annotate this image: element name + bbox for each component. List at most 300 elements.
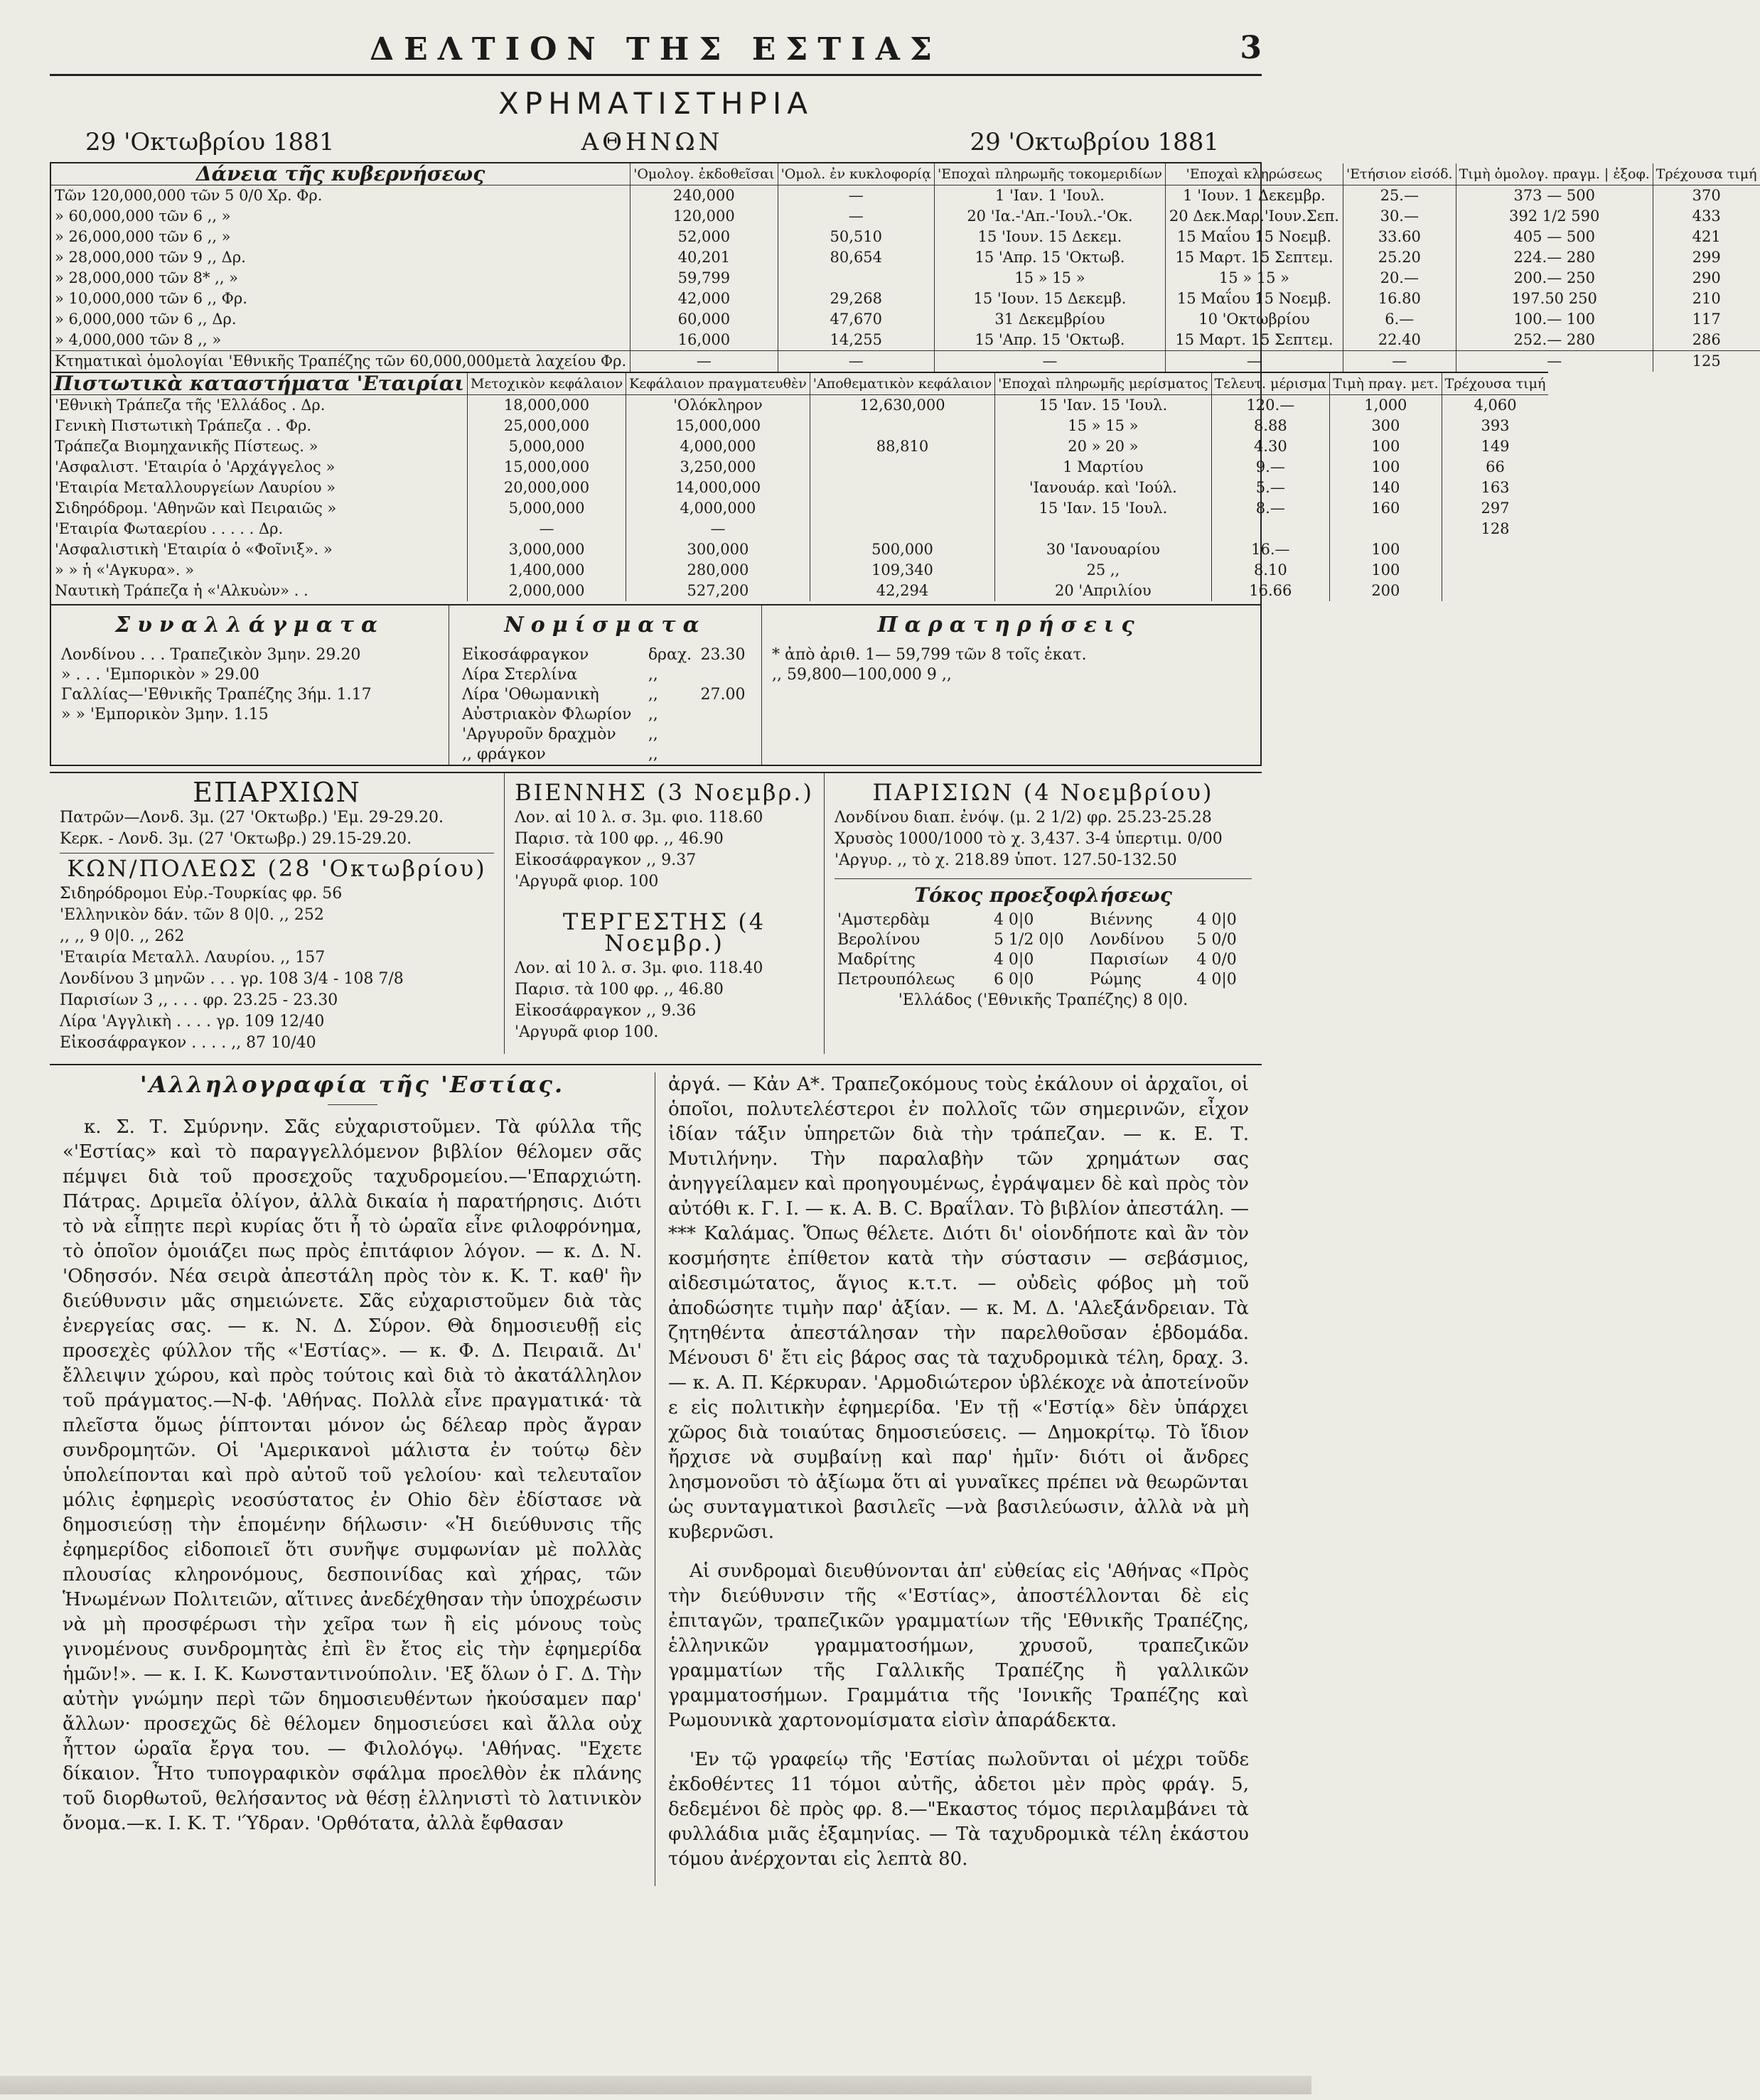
paris-column (825, 773, 1262, 1054)
company-value-cell (1442, 539, 1548, 560)
stock-tables (50, 162, 1757, 766)
date-right: 29 'Οκτωβρίου 1881 (970, 128, 1219, 156)
coins-heading: Νομίσματα (504, 613, 707, 637)
company-name-cell: 'Εταιρία Φωταερίου . . . . . Δρ. (55, 520, 284, 537)
loan-name-cell: » 6,000,000 τῶν 6 ,, Δρ. (55, 311, 237, 328)
company-row (51, 436, 1548, 457)
company-value-cell: 16.— (1211, 539, 1330, 560)
companies-col-header: Τελευτ. μέρισμα (1211, 372, 1330, 395)
company-row (51, 457, 1548, 478)
loan-value-cell: 31 Δεκεμβρίου (935, 309, 1166, 330)
loan-value-cell: 224.— 280 (1456, 247, 1653, 268)
loans-col-header: 'Εποχαὶ πληρωμῆς τοκομεριδίων (935, 163, 1166, 185)
coin-row (459, 665, 751, 685)
companies-col-header: 'Αποθεματικὸν κεφάλαιον (810, 372, 994, 395)
correspondence-heading: 'Αλληλογραφία τῆς 'Εστίας. (139, 1071, 565, 1098)
loan-value-cell: 197.50 250 (1456, 289, 1653, 309)
company-value-cell (810, 519, 994, 539)
loan-value-cell: 125 (1653, 351, 1759, 372)
company-value-cell: 20 'Απριλίου (995, 581, 1211, 601)
company-row (51, 498, 1548, 519)
loan-value-cell: 405 — 500 (1456, 227, 1653, 247)
company-value-cell: 15,000,000 (626, 416, 810, 436)
loans-col-header: 'Εποχαὶ κληρώσεως (1165, 163, 1343, 185)
company-row (51, 395, 1548, 416)
loan-value-cell: 50,510 (778, 227, 934, 247)
coin-row-cell: ,, (648, 686, 658, 704)
loan-value-cell: 240,000 (631, 185, 778, 207)
loan-value-cell: 20 Δεκ.Μαρ.'Ιουν.Σεπ. (1165, 206, 1343, 227)
loan-value-cell: 10 'Οκτωβρίου (1165, 309, 1343, 330)
trieste-rate-line: Λον. αἱ 10 λ. σ. 3μ. φιο. 118.40 (515, 959, 763, 977)
coin-row-cell: 'Αργυροῦν δραχμὸν (462, 726, 616, 743)
company-value-cell: 88,810 (810, 436, 994, 457)
company-value-cell: 4,060 (1442, 395, 1548, 416)
company-value-cell: 25,000,000 (467, 416, 626, 436)
discount-row-cell: 5 1/2 0|0 (993, 931, 1064, 949)
loans-col-header: 'Ετήσιον εἰσόδ. (1343, 163, 1456, 185)
loans-table (51, 163, 1760, 372)
company-value-cell: 2,000,000 (467, 581, 626, 601)
heading-rule (328, 1104, 377, 1105)
exchange-rate-line: Γαλλίας—'Εθνικῆς Τραπέζης 3ήμ. 1.17 (61, 686, 372, 704)
coin-row-cell (698, 745, 751, 765)
loans-col-header: 'Ομολ. ἐν κυκλοφορίᾳ (778, 163, 934, 185)
company-value-cell (810, 457, 994, 478)
discount-row-cell: 4 0|0 (993, 951, 1034, 969)
loan-value-cell: 47,670 (778, 309, 934, 330)
loan-value-cell: 14,255 (778, 330, 934, 351)
correspondence-right (655, 1072, 1262, 1886)
loan-value-cell: — (935, 351, 1166, 372)
coin-row-cell: Εἰκοσάφραγκον (462, 646, 589, 664)
discount-row-cell: 4 0|0 (1196, 911, 1237, 929)
company-value-cell: — (626, 519, 810, 539)
company-value-cell: 1,400,000 (467, 560, 626, 581)
loan-row (51, 206, 1760, 227)
companies-col-header: Τρέχουσα τιμή (1442, 372, 1548, 395)
loan-value-cell: 15 'Απρ. 15 'Οκτωβ. (935, 247, 1166, 268)
loan-value-cell: 15 » 15 » (935, 268, 1166, 289)
company-value-cell: 12,630,000 (810, 395, 994, 416)
loan-row (51, 185, 1760, 207)
newspaper-title: ΔΕΛΤΙΟΝ ΤΗΣ ΕΣΤΙΑΣ (370, 31, 942, 68)
province-rate-line: Κερκ. - Λονδ. 3μ. (27 'Οκτωβρ.) 29.15-29.20. (60, 830, 412, 848)
loan-value-cell: 20 'Ια.-'Απ.-'Ιουλ.-'Οκ. (935, 206, 1166, 227)
loan-value-cell: 433 (1653, 206, 1759, 227)
loan-value-cell: 25.20 (1343, 247, 1456, 268)
loan-value-cell: — (778, 351, 934, 372)
section-title: ΧΡΗΜΑΤΙΣΤΗΡΙΑ (498, 86, 813, 121)
company-value-cell: 149 (1442, 436, 1548, 457)
provinces-column (50, 773, 505, 1054)
company-value-cell: 5,000,000 (467, 436, 626, 457)
company-name-cell: 'Εταιρία Μεταλλουργείων Λαυρίου » (55, 479, 336, 496)
constantinople-rate-line: 'Ελληνικὸν δάν. τῶν 8 0|0. ,, 252 (60, 906, 324, 924)
loan-value-cell: 15 'Απρ. 15 'Οκτωβ. (935, 330, 1166, 351)
company-value-cell: 4,000,000 (626, 498, 810, 519)
coin-row-cell (698, 705, 751, 725)
date-left: 29 'Οκτωβρίου 1881 (85, 128, 335, 156)
loan-value-cell: 210 (1653, 289, 1759, 309)
companies-table (51, 372, 1548, 601)
loan-value-cell: 1 'Ιουν. 1 Δεκεμβρ. (1165, 185, 1343, 207)
constantinople-rate-line: ,, ,, 9 0|0. ,, 262 (60, 927, 185, 945)
page-number: 3 (1240, 30, 1262, 66)
coin-row (459, 685, 751, 705)
company-name-cell: Γενικὴ Πιστωτικὴ Τράπεζα . . Φρ. (55, 417, 312, 434)
discount-row (835, 910, 1252, 930)
discount-row-cell: Παρισίων (1090, 951, 1169, 969)
coin-row-cell: Λίρα 'Οθωμανικὴ (462, 686, 599, 704)
company-row (51, 478, 1548, 498)
loan-row (51, 289, 1760, 309)
province-rate-line: Πατρῶν—Λονδ. 3μ. (27 'Οκτωβρ.) 'Εμ. 29-29.20. (60, 809, 444, 826)
company-value-cell (995, 519, 1211, 539)
loan-value-cell: 80,654 (778, 247, 934, 268)
loan-name-cell: » 4,000,000 τῶν 8 ,, » (55, 331, 222, 348)
loan-value-cell: 60,000 (631, 309, 778, 330)
companies-heading: Πιστωτικὰ καταστήματα 'Εταιρίαι (51, 372, 467, 395)
trieste-rate-line: Εἰκοσάφραγκον ,, 9.36 (515, 1002, 697, 1020)
subscription-paragraph: Αἱ συνδρομαὶ διευθύνονται ἀπ' εὐθείας εἰς 'Αθήνας «Πρὸς τὴν διεύθυνσιν τῆς «'Εστίας», ἀποστέλλονται δὲ εἰς ἐπιταγῶν, τραπεζικῶν γραμματίων τῆς 'Εθνικῆς Τραπέζης, ἑλληνικῶν γραμματοσήμων, χρυσοῦ, τραπεζικῶν γραμματίων τῆς Γαλλικῆς Τραπέζης ἢ γαλλικῶν γραμματοσήμων. Γραμμάτια τῆς 'Ιονικῆς Τραπέζης καὶ Ρωμουνικὰ χαρτονομίσματα εἰσὶν ἀπαράδεκτα. (668, 1561, 1249, 1731)
correspondence-left (50, 1072, 655, 1886)
company-value-cell (1211, 519, 1330, 539)
company-value-cell: 5.— (1211, 478, 1330, 498)
loan-value-cell: 15 'Ιουν. 15 Δεκεμ. (935, 227, 1166, 247)
loan-row (51, 268, 1760, 289)
exchanges-heading: Συναλλάγματα (114, 613, 385, 637)
correspondence-section (50, 1064, 1262, 1886)
coin-row-cell: Λίρα Στερλίνα (462, 666, 578, 684)
company-value-cell: 280,000 (626, 560, 810, 581)
coin-row-cell (698, 665, 751, 685)
discount-row (835, 970, 1252, 990)
provinces-heading: ΕΠΑΡΧΙΩΝ (193, 777, 361, 808)
page-footer-strip (0, 2076, 1311, 2094)
loans-col-header: 'Ομολογ. ἐκδοθεῖσαι (631, 163, 778, 185)
exchange-rate-line: » . . . 'Εμπορικὸν » 29.00 (61, 666, 259, 684)
loan-value-cell: 392 1/2 590 (1456, 206, 1653, 227)
vienna-list (515, 807, 814, 893)
company-value-cell: 8.88 (1211, 416, 1330, 436)
loan-value-cell: 299 (1653, 247, 1759, 268)
company-value-cell: 100 (1330, 539, 1442, 560)
coin-row-cell: Αὐστριακὸν Φλωρίον (462, 706, 632, 723)
company-value-cell: 66 (1442, 457, 1548, 478)
company-value-cell: 'Ιανουάρ. καὶ 'Ιούλ. (995, 478, 1211, 498)
notes-column (762, 605, 1257, 765)
company-value-cell: 393 (1442, 416, 1548, 436)
city-heading: ΑΘΗΝΩΝ (581, 128, 724, 156)
company-value-cell: 100 (1330, 457, 1442, 478)
company-name-cell: Ναυτικὴ Τράπεζα ἡ «'Αλκυὼν» . . (55, 582, 308, 599)
loan-value-cell: — (631, 351, 778, 372)
coin-row-cell: ,, φράγκον (462, 745, 546, 763)
masthead (50, 24, 1262, 76)
note-line: * ἀπὸ ἀριθ. 1— 59,799 τῶν 8 τοῖς ἑκατ. (772, 646, 1087, 664)
constantinople-rate-line: Σιδηρόδρομοι Εὐρ.-Τουρκίας φρ. 56 (60, 885, 343, 903)
loan-value-cell: 373 — 500 (1456, 185, 1653, 207)
loan-name-cell: » 28,000,000 τῶν 9 ,, Δρ. (55, 249, 246, 266)
company-row (51, 539, 1548, 560)
discount-row-cell: 4 0/0 (1196, 951, 1237, 969)
note-line: ,, 59,800—100,000 9 ,, (772, 666, 952, 684)
exchange-coins-notes (51, 604, 1260, 765)
coin-row (459, 745, 751, 765)
coin-row-cell: ,, (648, 706, 658, 723)
loans-col-header: Τιμὴ ὁμολογ. πραγμ. | ἐξοφ. (1456, 163, 1653, 185)
loan-row (51, 330, 1760, 351)
loan-value-cell: 15 » 15 » (1165, 268, 1343, 289)
constantinople-list (60, 883, 494, 1054)
discount-row-cell: Λονδίνου (1090, 931, 1164, 949)
loan-value-cell: 16.80 (1343, 289, 1456, 309)
company-value-cell (810, 498, 994, 519)
trieste-heading: ΤΕΡΓΕΣΤΗΣ (4 Νοεμβρ.) (562, 908, 766, 957)
loan-name-cell: » 60,000,000 τῶν 6 ,, » (55, 208, 231, 225)
loan-value-cell: 15 Μαρτ. 15 Σεπτεμ. (1165, 247, 1343, 268)
company-value-cell: 4,000,000 (626, 436, 810, 457)
company-row (51, 560, 1548, 581)
vienna-heading: ΒΙΕΝΝΗΣ (3 Νοεμβρ.) (515, 779, 814, 806)
discount-row (835, 930, 1252, 950)
coin-row-cell: ,, (648, 745, 658, 763)
company-value-cell: 16.66 (1211, 581, 1330, 601)
loans-rows (51, 185, 1760, 372)
company-value-cell: 8.— (1211, 498, 1330, 519)
loan-value-cell: 22.40 (1343, 330, 1456, 351)
discount-table (835, 910, 1252, 990)
exchange-rate-line: Λονδίνου . . . Τραπεζικὸν 3μην. 29.20 (61, 646, 361, 664)
coin-row-cell: ,, (648, 726, 658, 743)
company-value-cell: 163 (1442, 478, 1548, 498)
coins-table (459, 645, 751, 765)
company-value-cell: 3,000,000 (467, 539, 626, 560)
loans-col-header: Τρέχουσα τιμή (1653, 163, 1759, 185)
company-value-cell: 200 (1330, 581, 1442, 601)
loan-value-cell: — (778, 185, 934, 207)
discount-row-cell: Ρώμης (1090, 971, 1142, 989)
loan-value-cell: 59,799 (631, 268, 778, 289)
company-value-cell: 20 » 20 » (995, 436, 1211, 457)
paris-rate-line: Χρυσὸς 1000/1000 τὸ χ. 3,437. 3-4 ὑπερτιμ. 0/00 (835, 830, 1223, 848)
discount-heading: Τόκος προεξοφλήσεως (835, 878, 1252, 906)
loan-value-cell: — (1456, 351, 1653, 372)
loan-value-cell: 40,201 (631, 247, 778, 268)
correspondence-paragraph: κ. Σ. Τ. Σμύρνην. Σᾶς εὐχαριστοῦμεν. Τὰ φύλλα τῆς «'Εστίας» καὶ τὸ παραγγελλόμενον βιβλίον θέλομεν σᾶς πέμψει διὰ τοῦ προσεχοῦς ταχυδρομείου.—'Επαρχιώτη. Πάτρας. Δριμεῖα ὀλίγον, ἀλλὰ δικαία ἡ παρατήρησις. Διότι τὸ νὰ εἶπῃτε περὶ κυρίας ὅτι ἦ τὸ ὡραῖα εἶνε φιλοφρόνημα, τὸ ὁποῖον ὁμοιάζει πως πρὸς ἐπιτάφιον λόγον. — κ. Δ. Ν. 'Οδησσόν. Νέα σειρὰ ἀπεστάλη πρὸς τὸν κ. Κ. Τ. καθ' ἣν διεύθυνσιν μᾶς σημειώνετε. Σᾶς εὐχαριστοῦμεν διὰ τὰς ἐνεργείας σας. — κ. Ν. Δ. Σύρον. Θὰ δημοσιευθῇ εἰς προσεχὲς φύλλον τῆς «'Εστίας». — κ. Φ. Δ. Πειραιᾶ. Δι' ἔλλειψιν χώρου, καὶ πρὸς τούτοις καὶ διὰ τὸ ἀκατάλληλον τοῦ πράγματος.—Ν-ϕ. 'Αθήνας. Πολλὰ εἶνε πραγματικά· τὰ πλεῖστα ὅμως ῥίπτονται μόνον ὡς δέλεαρ πρὸς ἄγραν συνδρομητῶν. Οἱ 'Αμερικανοὶ μάλιστα ἐν τούτῳ δὲν ὑπολείπονται καὶ πρὸ αὐτοῦ τοῦ γελοίου· καὶ τελευταῖον μόλις ἐφημερὶς νεοσύστατος ἐν Ohio δὲν ἐδίστασε νὰ δημοσιεύσῃ τὴν ἑπομένην δήλωσιν· «Ἡ διεύθυνσις τῆς ἐφημερίδος εἰδοποιεῖ ὅτι συνῆψε συμφωνίαν μὲ πολλὰς πλουσίας κληρονόμους, δεσποινίδας καὶ χήρας, τῶν Ἡνωμένων Πολιτειῶν, αἵτινες ἀνεδέχθησαν τὴν ὑποχρέωσιν νὰ μὴ προσφέρωσι τὴν χεῖρα των ἢ εἰς μόνους τοὺς γινομένους συνδρομητὰς ἐπὶ ἓν ἔτος εἰς τὴν ἐφημερίδα ἡμῶν!». — κ. Ι. Κ. Κωνσταντινούπολιν. 'Εξ ὅλων ὁ Γ. Δ. Τὴν αὐτὴν γνώμην περὶ τῶν δημοσιευθέντων ἠκούσαμεν παρ' ἄλλων· προσεχῶς δὲ θέλομεν δημοσιεύσει καὶ ἄλλα οὐχ ἧττον ὡραῖα ἔργα του. — Φιλολόγῳ. 'Αθήνας. "Εχετε δίκαιον. Ἦτο τυπογραφικὸν σφάλμα προελθὸν ἐκ πλάνης τοῦ διορθωτοῦ, θελήσαντος νὰ θέσῃ ἑλληνιστὶ τὸ λατινικὸν ὄνομα.—κ. Ι. Κ. Τ. 'Ύδραν. 'Ορθότατα, ἀλλὰ ἔφθασαν (63, 1116, 642, 1834)
company-value-cell: 15,000,000 (467, 457, 626, 478)
coin-row (459, 645, 751, 665)
loan-value-cell: — (778, 206, 934, 227)
coin-row-cell: δραχ. (648, 646, 692, 664)
company-value-cell: 25 ,, (995, 560, 1211, 581)
discount-row-cell: Βιέννης (1090, 911, 1153, 929)
loan-row (51, 227, 1760, 247)
company-value-cell: 14,000,000 (626, 478, 810, 498)
company-value-cell: 527,200 (626, 581, 810, 601)
company-value-cell: 15 'Ιαν. 15 'Ιουλ. (995, 498, 1211, 519)
loan-value-cell (778, 268, 934, 289)
trieste-rate-line: 'Αργυρᾶ φιορ 100. (515, 1023, 659, 1041)
coin-row-cell: ,, (648, 666, 658, 684)
company-value-cell: 18,000,000 (467, 395, 626, 416)
company-value-cell (810, 478, 994, 498)
loan-value-cell: 120,000 (631, 206, 778, 227)
coin-row-cell: 27.00 (700, 686, 746, 704)
company-name-cell: 'Ασφαλιστικὴ 'Εταιρία ὁ «Φοῖνιξ». » (55, 541, 333, 558)
loan-value-cell: 15 Μαρτ. 15 Σεπτεμ. (1165, 330, 1343, 351)
loan-name-cell: » 26,000,000 τῶν 6 ,, » (55, 228, 231, 245)
loan-value-cell: 1 'Ιαν. 1 'Ιουλ. (935, 185, 1166, 207)
company-value-cell: 109,340 (810, 560, 994, 581)
discount-row-cell: 4 0|0 (993, 911, 1034, 929)
loan-value-cell: — (1165, 351, 1343, 372)
discount-row (835, 950, 1252, 970)
loan-value-cell: 15 'Ιουν. 15 Δεκεμβ. (935, 289, 1166, 309)
markets-section (50, 772, 1262, 1054)
company-value-cell: 15 'Ιαν. 15 'Ιουλ. (995, 395, 1211, 416)
loan-value-cell: — (1343, 351, 1456, 372)
company-value-cell: 'Ολόκληρον (626, 395, 810, 416)
company-name-cell: Τράπεζα Βιομηχανικῆς Πίστεως. » (55, 438, 318, 455)
company-value-cell: 15 » 15 » (995, 416, 1211, 436)
paris-rate-line: Λονδίνου διαπ. ἐνόψ. (μ. 2 1/2) φρ. 25.23-25.28 (835, 809, 1212, 826)
coin-row-cell (698, 725, 751, 745)
companies-col-header: 'Εποχαὶ πληρωμῆς μερίσματος (995, 372, 1211, 395)
loan-value-cell: 370 (1653, 185, 1759, 207)
constantinople-rate-line: 'Εταιρία Μεταλλ. Λαυρίου. ,, 157 (60, 949, 326, 966)
company-value-cell: 100 (1330, 560, 1442, 581)
loan-value-cell: 25.— (1343, 185, 1456, 207)
loan-name-cell: » 10,000,000 τῶν 6 ,, Φρ. (55, 290, 247, 307)
paris-rate-line: 'Αργυρ. ,, τὸ χ. 218.89 ὑποτ. 127.50-132.50 (835, 851, 1177, 869)
vienna-rate-line: 'Αργυρᾶ φιορ. 100 (515, 873, 659, 890)
company-value-cell: 128 (1442, 519, 1548, 539)
coin-row-cell: 23.30 (700, 646, 746, 664)
discount-row-cell: Μαδρίτης (837, 951, 916, 969)
loan-value-cell: 30.— (1343, 206, 1456, 227)
company-value-cell: 120.— (1211, 395, 1330, 416)
paris-heading: ΠΑΡΙΣΙΩΝ (4 Νοεμβρίου) (872, 779, 1214, 806)
discount-row-cell: 4 0|0 (1196, 971, 1237, 989)
company-value-cell: 160 (1330, 498, 1442, 519)
company-value-cell: 1 Μαρτίου (995, 457, 1211, 478)
notes-list (772, 645, 1247, 685)
company-name-cell: 'Ασφαλιστ. 'Εταιρία ὁ 'Αρχάγγελος » (55, 458, 336, 475)
loan-name-cell: » 28,000,000 τῶν 8* ,, » (55, 269, 239, 286)
companies-rows (51, 395, 1548, 602)
company-value-cell (1330, 519, 1442, 539)
loan-value-cell: 20.— (1343, 268, 1456, 289)
companies-col-header: Κεφάλαιον πραγματευθὲν (626, 372, 810, 395)
constantinople-rate-line: Λίρα 'Αγγλικὴ . . . . γρ. 109 12/40 (60, 1013, 325, 1030)
company-value-cell (1442, 581, 1548, 601)
company-row (51, 581, 1548, 601)
vienna-rate-line: Λον. αἱ 10 λ. σ. 3μ. φιο. 118.60 (515, 809, 763, 826)
company-value-cell: 9.— (1211, 457, 1330, 478)
loan-value-cell: 421 (1653, 227, 1759, 247)
loan-row (51, 351, 1760, 372)
company-value-cell: 8.10 (1211, 560, 1330, 581)
discount-row-cell: 6 0|0 (993, 971, 1034, 989)
discount-row-cell: 'Αμστερδὰμ (837, 911, 930, 929)
company-value-cell: 3,250,000 (626, 457, 810, 478)
company-value-cell: 100 (1330, 436, 1442, 457)
company-value-cell: 500,000 (810, 539, 994, 560)
vienna-rate-line: Παρισ. τὰ 100 φρ. ,, 46.90 (515, 830, 724, 848)
company-row (51, 519, 1548, 539)
loan-row (51, 247, 1760, 268)
loan-value-cell: 200.— 250 (1456, 268, 1653, 289)
loan-name-cell: Κτηματικαὶ ὁμολογίαι 'Εθνικῆς Τραπέζης τῶν 60,000,000μετὰ λαχείου Φρ. (51, 351, 631, 372)
loan-name-cell: Τῶν 120,000,000 τῶν 5 0/0 Χρ. Φρ. (55, 187, 323, 204)
discount-greece: 'Ελλάδος ('Εθνικῆς Τραπέζης) 8 0|0. (898, 991, 1188, 1009)
loan-value-cell: 117 (1653, 309, 1759, 330)
vienna-rate-line: Εἰκοσάφραγκον ,, 9.37 (515, 851, 697, 869)
loan-value-cell: 33.60 (1343, 227, 1456, 247)
loan-value-cell: 6.— (1343, 309, 1456, 330)
constantinople-rate-line: Παρισίων 3 ,, . . . φρ. 23.25 - 23.30 (60, 991, 338, 1009)
trieste-list (515, 958, 814, 1043)
company-value-cell (1442, 560, 1548, 581)
company-name-cell: » » ἡ «'Αγκυρα». » (55, 561, 195, 578)
date-line (85, 128, 1219, 156)
company-value-cell: 300,000 (626, 539, 810, 560)
correspondence-paragraph: ἀργά. — Κἀν Α*. Τραπεζοκόμους τοὺς ἐκάλουν οἱ ἀρχαῖοι, οἱ ὁποῖοι, πολυτελέστεροι ἐν πολλοῖς τῶν σημερινῶν, εἶχον ἰδίαν τάξιν ὑπηρετῶν διὰ τὴν τράπεζαν. — κ. Ε. Τ. Μυτιλήνην. Τὴν παραλαβὴν τῶν χρημάτων σας ἀνηγγείλαμεν καὶ προηγουμένως, ἐγράψαμεν δὲ καὶ πρὸς τὸν αὐτόθι κ. Γ. Ι. — κ. Α. Β. C. Βραΐλαν. Τὸ βιβλίον ἀπεστάλη. — *** Καλάμας. Ὅπως θέλετε. Διότι δι' οἱονδήποτε καὶ ἂν τὸν κοσμήσητε ἐπίθετον κατὰ τὴν σύστασιν — σεβάσμιος, αἰδεσιμώτατος, ἅγιος κ.τ.τ. — οὐδεὶς φόβος μὴ τοῦ ἀποδώσητε τιμὴν παρ' ἀξίαν. — κ. Μ. Δ. 'Αλεξάνδρειαν. Τὰ ζητηθέντα ἀπεστάλησαν τὴν παρελθοῦσαν ἑβδομάδα. Μένουσι δ' ἔτι εἰς βάρος σας τὰ ταχυδρομικὰ τέλη, δραχ. 3. — κ. Α. Π. Κέρκυραν. 'Αρμοδιώτερον ὑβλέκοχε νὰ ἀποτείνοῦν ε εἰς πολιτικὴν ἐφημερίδα. 'Εν τῇ «'Εστίᾳ» δὲν ὑπάρχει χῶρος διὰ τοιαύτας δημοσιεύσεις. — Δημοκρίτῳ. Τὸ ἴδιον ἤρχισε νὰ συμβαίνῃ καὶ παρ' ἡμῖν· διότι οἱ ἄνδρες λησμονοῦσι τὸ ἀξίωμα ὅτι αἱ γυναῖκες πρέπει νὰ θεωρῶνται ὡς συνταγματικοὶ βασιλεῖς —νὰ βασιλεύωσιν, ἀλλὰ νὰ μὴ κυβερνῶσι. (668, 1074, 1249, 1543)
volumes-paragraph: 'Εν τῷ γραφείῳ τῆς 'Εστίας πωλοῦνται οἱ μέχρι τοῦδε ἐκδοθέντες 11 τόμοι αὐτῆς, ἀδετοι μὲν πρὸς φράγ. 5, δεδεμένοι δὲ πρὸς φρ. 8.—"Εκαστος τόμος περιλαμβάνει τὰ φυλλάδια μιᾶς ἑξαμηνίας. — Τὰ ταχυδρομικὰ τέλη ἑκάστου τόμου ἀνέρχονται εἰς λεπτὰ 80. (668, 1749, 1249, 1870)
coins-column (449, 605, 762, 765)
exchange-rate-line: » » 'Εμπορικὸν 3μην. 1.15 (61, 706, 269, 723)
company-value-cell: — (467, 519, 626, 539)
exchanges-column (51, 605, 449, 765)
company-value-cell (810, 416, 994, 436)
loan-value-cell: 29,268 (778, 289, 934, 309)
exchanges-list (61, 645, 439, 725)
company-value-cell: 42,294 (810, 581, 994, 601)
discount-row-cell: Πετρουπόλεως (837, 971, 955, 989)
provinces-list (60, 807, 494, 850)
companies-col-header: Τιμὴ πραγ. μετ. (1330, 372, 1442, 395)
loan-row (51, 309, 1760, 330)
constantinople-rate-line: Εἰκοσάφραγκον . . . . ,, 87 10/40 (60, 1034, 316, 1052)
companies-col-header: Μετοχικὸν κεφάλαιον (467, 372, 626, 395)
discount-row-cell: 5 0/0 (1196, 931, 1237, 949)
coin-row (459, 725, 751, 745)
loan-value-cell: 42,000 (631, 289, 778, 309)
constantinople-heading: ΚΩΝ/ΠΟΛΕΩΣ (28 'Οκτωβρίου) (60, 853, 494, 879)
company-value-cell: 297 (1442, 498, 1548, 519)
loan-value-cell: 16,000 (631, 330, 778, 351)
trieste-rate-line: Παρισ. τὰ 100 φρ. ,, 46.80 (515, 981, 724, 998)
vienna-trieste-column (505, 773, 825, 1054)
company-value-cell: 5,000,000 (467, 498, 626, 519)
loan-value-cell: 286 (1653, 330, 1759, 351)
company-name-cell: 'Εθνικὴ Τράπεζα τῆς 'Ελλάδος . Δρ. (55, 397, 326, 414)
company-value-cell: 30 'Ιανουαρίου (995, 539, 1211, 560)
notes-heading: Παρατηρήσεις (877, 613, 1142, 637)
coin-row (459, 705, 751, 725)
loans-heading: Δάνεια τῆς κυβερνήσεως (51, 163, 631, 185)
loan-value-cell: 15 Μαΐου 15 Νοεμβ. (1165, 289, 1343, 309)
company-value-cell: 4.30 (1211, 436, 1330, 457)
paris-list (835, 807, 1252, 871)
loan-value-cell: 252.— 280 (1456, 330, 1653, 351)
loan-value-cell: 290 (1653, 268, 1759, 289)
loan-value-cell: 15 Μαΐου 15 Νοεμβ. (1165, 227, 1343, 247)
constantinople-rate-line: Λονδίνου 3 μηνῶν . . . γρ. 108 3/4 - 108 7/8 (60, 970, 404, 988)
loan-value-cell: 100.— 100 (1456, 309, 1653, 330)
